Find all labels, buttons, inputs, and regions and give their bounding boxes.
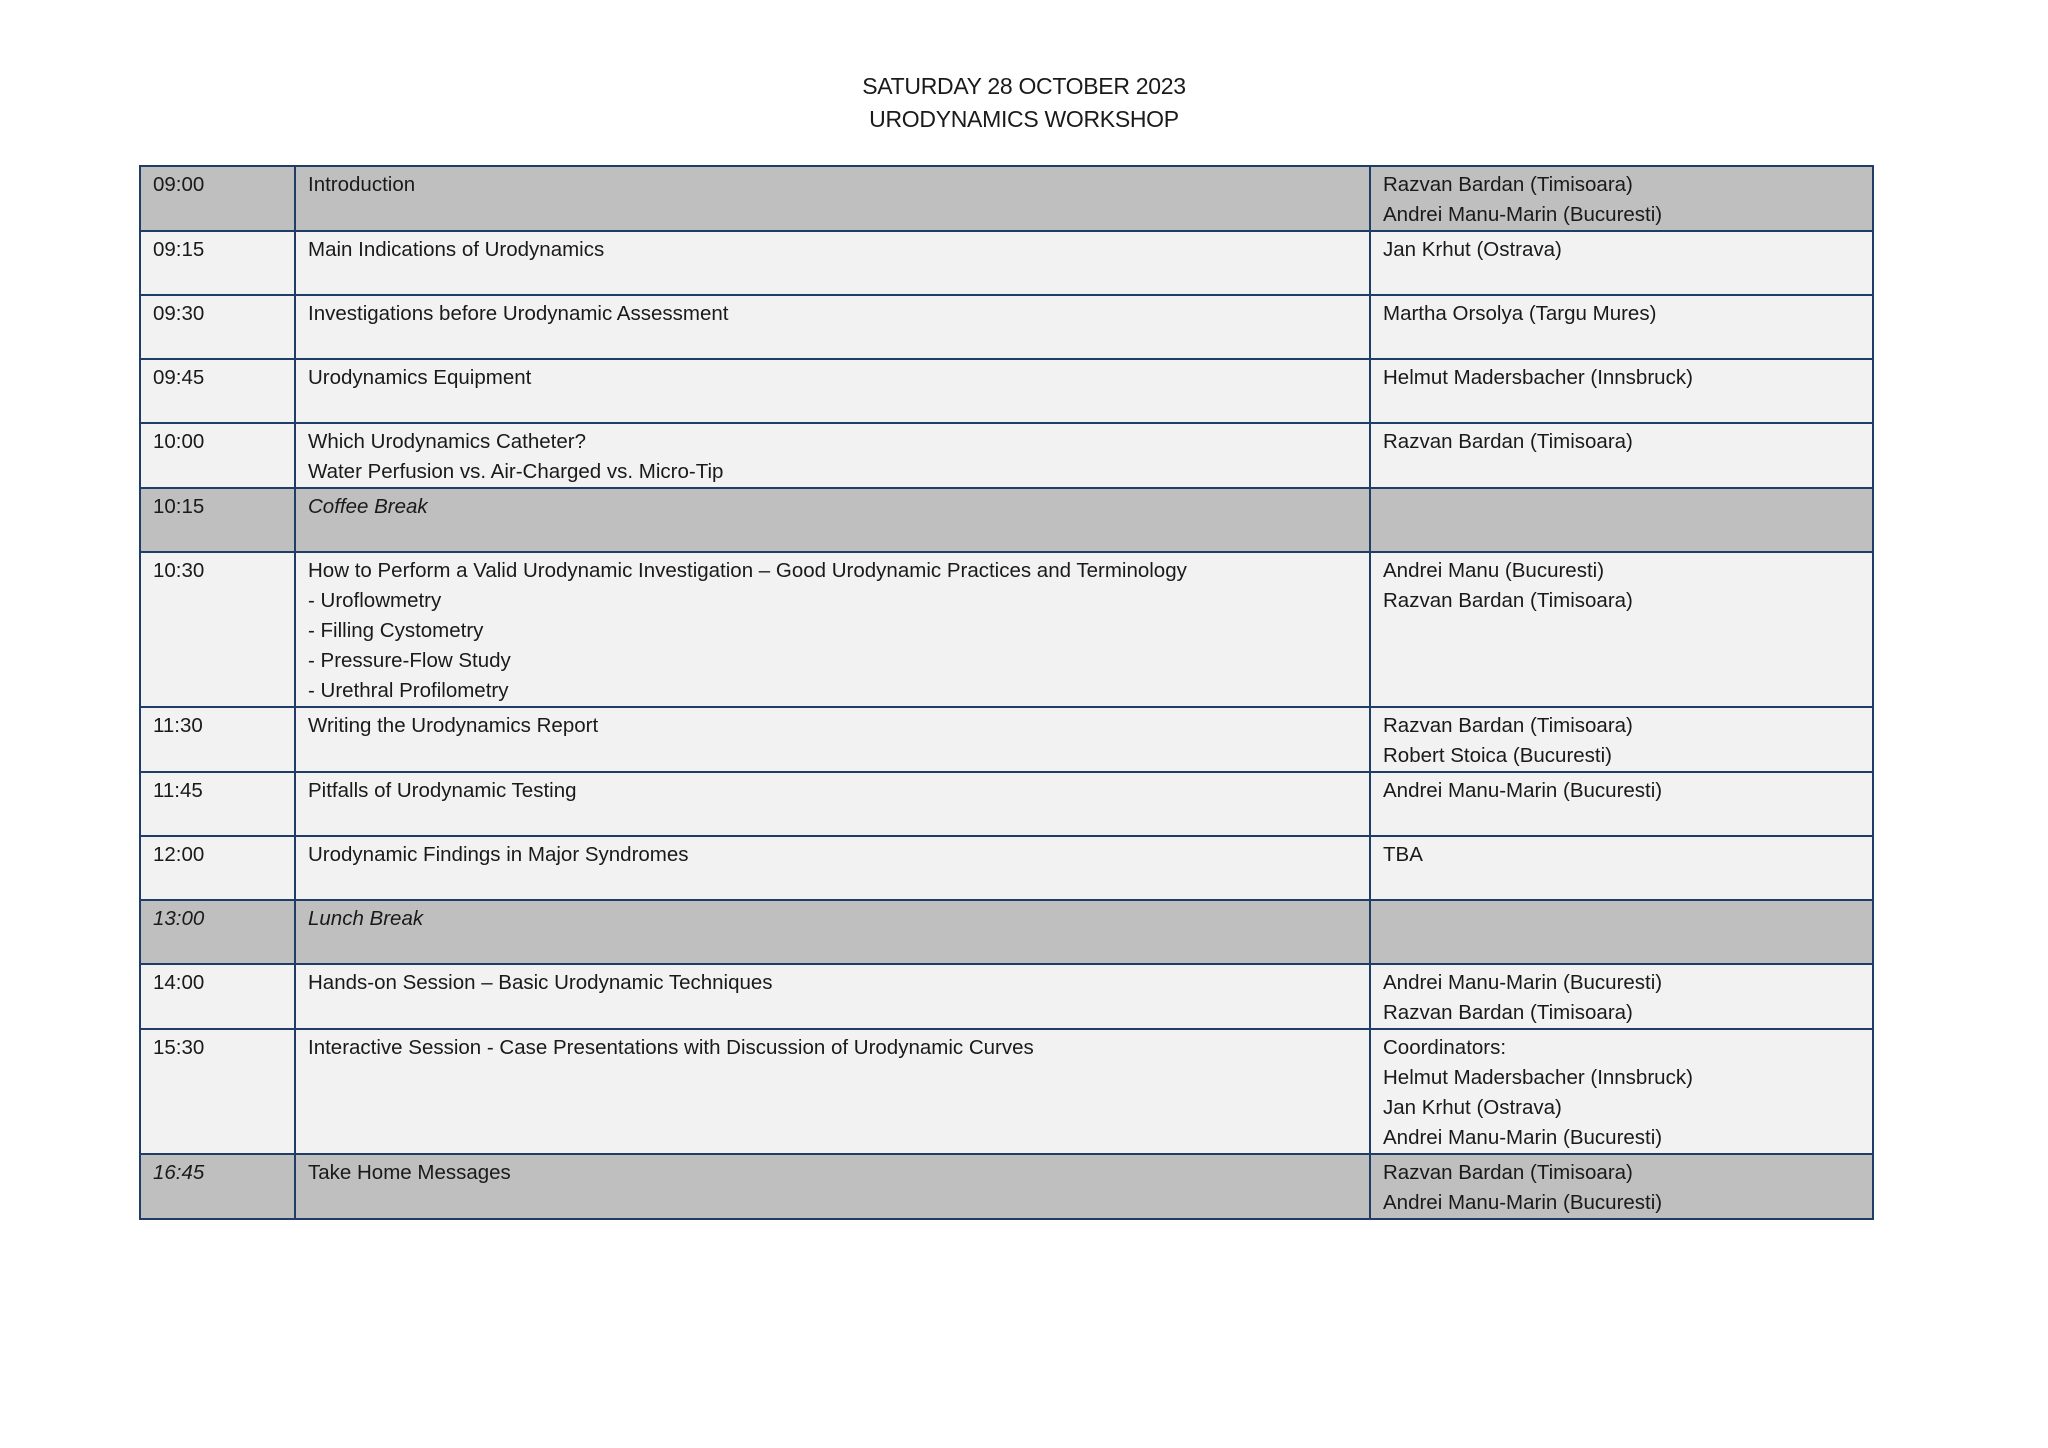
session-time: 10:00 xyxy=(140,423,295,488)
agenda-row xyxy=(140,552,1873,707)
agenda-row xyxy=(140,964,1873,1029)
topic-line: Urodynamics Equipment xyxy=(308,366,532,389)
speaker-line: Andrei Manu (Bucuresti) xyxy=(1383,559,1605,582)
session-time: 11:45 xyxy=(140,772,295,836)
speaker-line: Helmut Madersbacher (Innsbruck) xyxy=(1383,366,1693,389)
session-speakers xyxy=(1370,359,1873,423)
agenda-row xyxy=(140,231,1873,295)
agenda-row-break xyxy=(140,900,1873,964)
speaker-line: Robert Stoica (Bucuresti) xyxy=(1383,744,1613,767)
session-speakers xyxy=(1370,1029,1873,1154)
speaker-line: Razvan Bardan (Timisoara) xyxy=(1383,430,1633,453)
speaker-line: Razvan Bardan (Timisoara) xyxy=(1383,173,1633,196)
speaker-line: Razvan Bardan (Timisoara) xyxy=(1383,1161,1633,1184)
document-heading xyxy=(0,70,2048,136)
speaker-line: TBA xyxy=(1383,843,1423,866)
speaker-line: Martha Orsolya (Targu Mures) xyxy=(1383,302,1657,325)
break-label: Lunch Break xyxy=(308,907,424,930)
session-topic xyxy=(295,423,1370,488)
session-topic xyxy=(295,836,1370,900)
topic-line: Investigations before Urodynamic Assessment xyxy=(308,302,729,325)
session-topic xyxy=(295,900,1370,964)
agenda-row xyxy=(140,1154,1873,1219)
coordinators-label: Coordinators: xyxy=(1383,1036,1507,1059)
session-time: 14:00 xyxy=(140,964,295,1029)
session-topic xyxy=(295,166,1370,231)
topic-line: Writing the Urodynamics Report xyxy=(308,714,599,737)
session-speakers xyxy=(1370,964,1873,1029)
agenda-row xyxy=(140,707,1873,772)
session-topic xyxy=(295,359,1370,423)
session-time: 10:15 xyxy=(140,488,295,552)
speaker-line: Andrei Manu-Marin (Bucuresti) xyxy=(1383,779,1663,802)
agenda-row-break xyxy=(140,488,1873,552)
session-time: 09:30 xyxy=(140,295,295,359)
session-topic xyxy=(295,231,1370,295)
topic-subitem: - Uroflowmetry xyxy=(308,589,442,612)
agenda-row xyxy=(140,772,1873,836)
session-speakers xyxy=(1370,836,1873,900)
speaker-line: Jan Krhut (Ostrava) xyxy=(1383,238,1562,261)
session-time: 09:45 xyxy=(140,359,295,423)
session-topic xyxy=(295,488,1370,552)
topic-line: Pitfalls of Urodynamic Testing xyxy=(308,779,577,802)
session-speakers xyxy=(1370,552,1873,707)
session-time: 11:30 xyxy=(140,707,295,772)
session-speakers xyxy=(1370,900,1873,964)
topic-subitem: - Urethral Profilometry xyxy=(308,679,509,702)
session-speakers xyxy=(1370,423,1873,488)
speaker-line: Razvan Bardan (Timisoara) xyxy=(1383,714,1633,737)
session-topic xyxy=(295,772,1370,836)
agenda-row xyxy=(140,836,1873,900)
speaker-line: Helmut Madersbacher (Innsbruck) xyxy=(1383,1066,1693,1089)
session-topic xyxy=(295,1029,1370,1154)
event-title: URODYNAMICS WORKSHOP xyxy=(869,106,1179,132)
session-speakers xyxy=(1370,1154,1873,1219)
session-speakers xyxy=(1370,707,1873,772)
session-time: 10:30 xyxy=(140,552,295,707)
speaker-line: Jan Krhut (Ostrava) xyxy=(1383,1096,1562,1119)
topic-subitem: - Filling Cystometry xyxy=(308,619,484,642)
topic-line: Take Home Messages xyxy=(308,1161,511,1184)
session-topic xyxy=(295,295,1370,359)
topic-line: Introduction xyxy=(308,173,416,196)
session-topic xyxy=(295,1154,1370,1219)
topic-line: Urodynamic Findings in Major Syndromes xyxy=(308,843,689,866)
speaker-line: Andrei Manu-Marin (Bucuresti) xyxy=(1383,203,1663,226)
speaker-line: Razvan Bardan (Timisoara) xyxy=(1383,589,1633,612)
topic-line: Water Perfusion vs. Air-Charged vs. Micro-Tip xyxy=(308,460,724,483)
session-topic xyxy=(295,707,1370,772)
event-date: SATURDAY 28 OCTOBER 2023 xyxy=(862,73,1186,99)
topic-line: How to Perform a Valid Urodynamic Investigation – Good Urodynamic Practices and Terminology xyxy=(308,559,1187,582)
agenda-row xyxy=(140,166,1873,231)
speaker-line: Andrei Manu-Marin (Bucuresti) xyxy=(1383,971,1663,994)
topic-line: Which Urodynamics Catheter? xyxy=(308,430,586,453)
session-topic xyxy=(295,552,1370,707)
session-speakers xyxy=(1370,295,1873,359)
speaker-line: Razvan Bardan (Timisoara) xyxy=(1383,1001,1633,1024)
agenda-table xyxy=(139,165,1874,1220)
session-time: 09:00 xyxy=(140,166,295,231)
session-time: 12:00 xyxy=(140,836,295,900)
session-topic xyxy=(295,964,1370,1029)
session-time: 15:30 xyxy=(140,1029,295,1154)
session-time: 16:45 xyxy=(140,1154,295,1219)
topic-line: Main Indications of Urodynamics xyxy=(308,238,605,261)
session-speakers xyxy=(1370,488,1873,552)
break-label: Coffee Break xyxy=(308,495,428,518)
agenda-row xyxy=(140,295,1873,359)
agenda-row xyxy=(140,423,1873,488)
agenda-row xyxy=(140,359,1873,423)
topic-line: Hands-on Session – Basic Urodynamic Techniques xyxy=(308,971,773,994)
session-speakers xyxy=(1370,231,1873,295)
session-time: 13:00 xyxy=(140,900,295,964)
session-speakers xyxy=(1370,772,1873,836)
session-time: 09:15 xyxy=(140,231,295,295)
speaker-line: Andrei Manu-Marin (Bucuresti) xyxy=(1383,1126,1663,1149)
topic-line: Interactive Session - Case Presentations with Discussion of Urodynamic Curves xyxy=(308,1036,1034,1059)
topic-subitem: - Pressure-Flow Study xyxy=(308,649,511,672)
speaker-line: Andrei Manu-Marin (Bucuresti) xyxy=(1383,1191,1663,1214)
session-speakers xyxy=(1370,166,1873,231)
agenda-row xyxy=(140,1029,1873,1154)
